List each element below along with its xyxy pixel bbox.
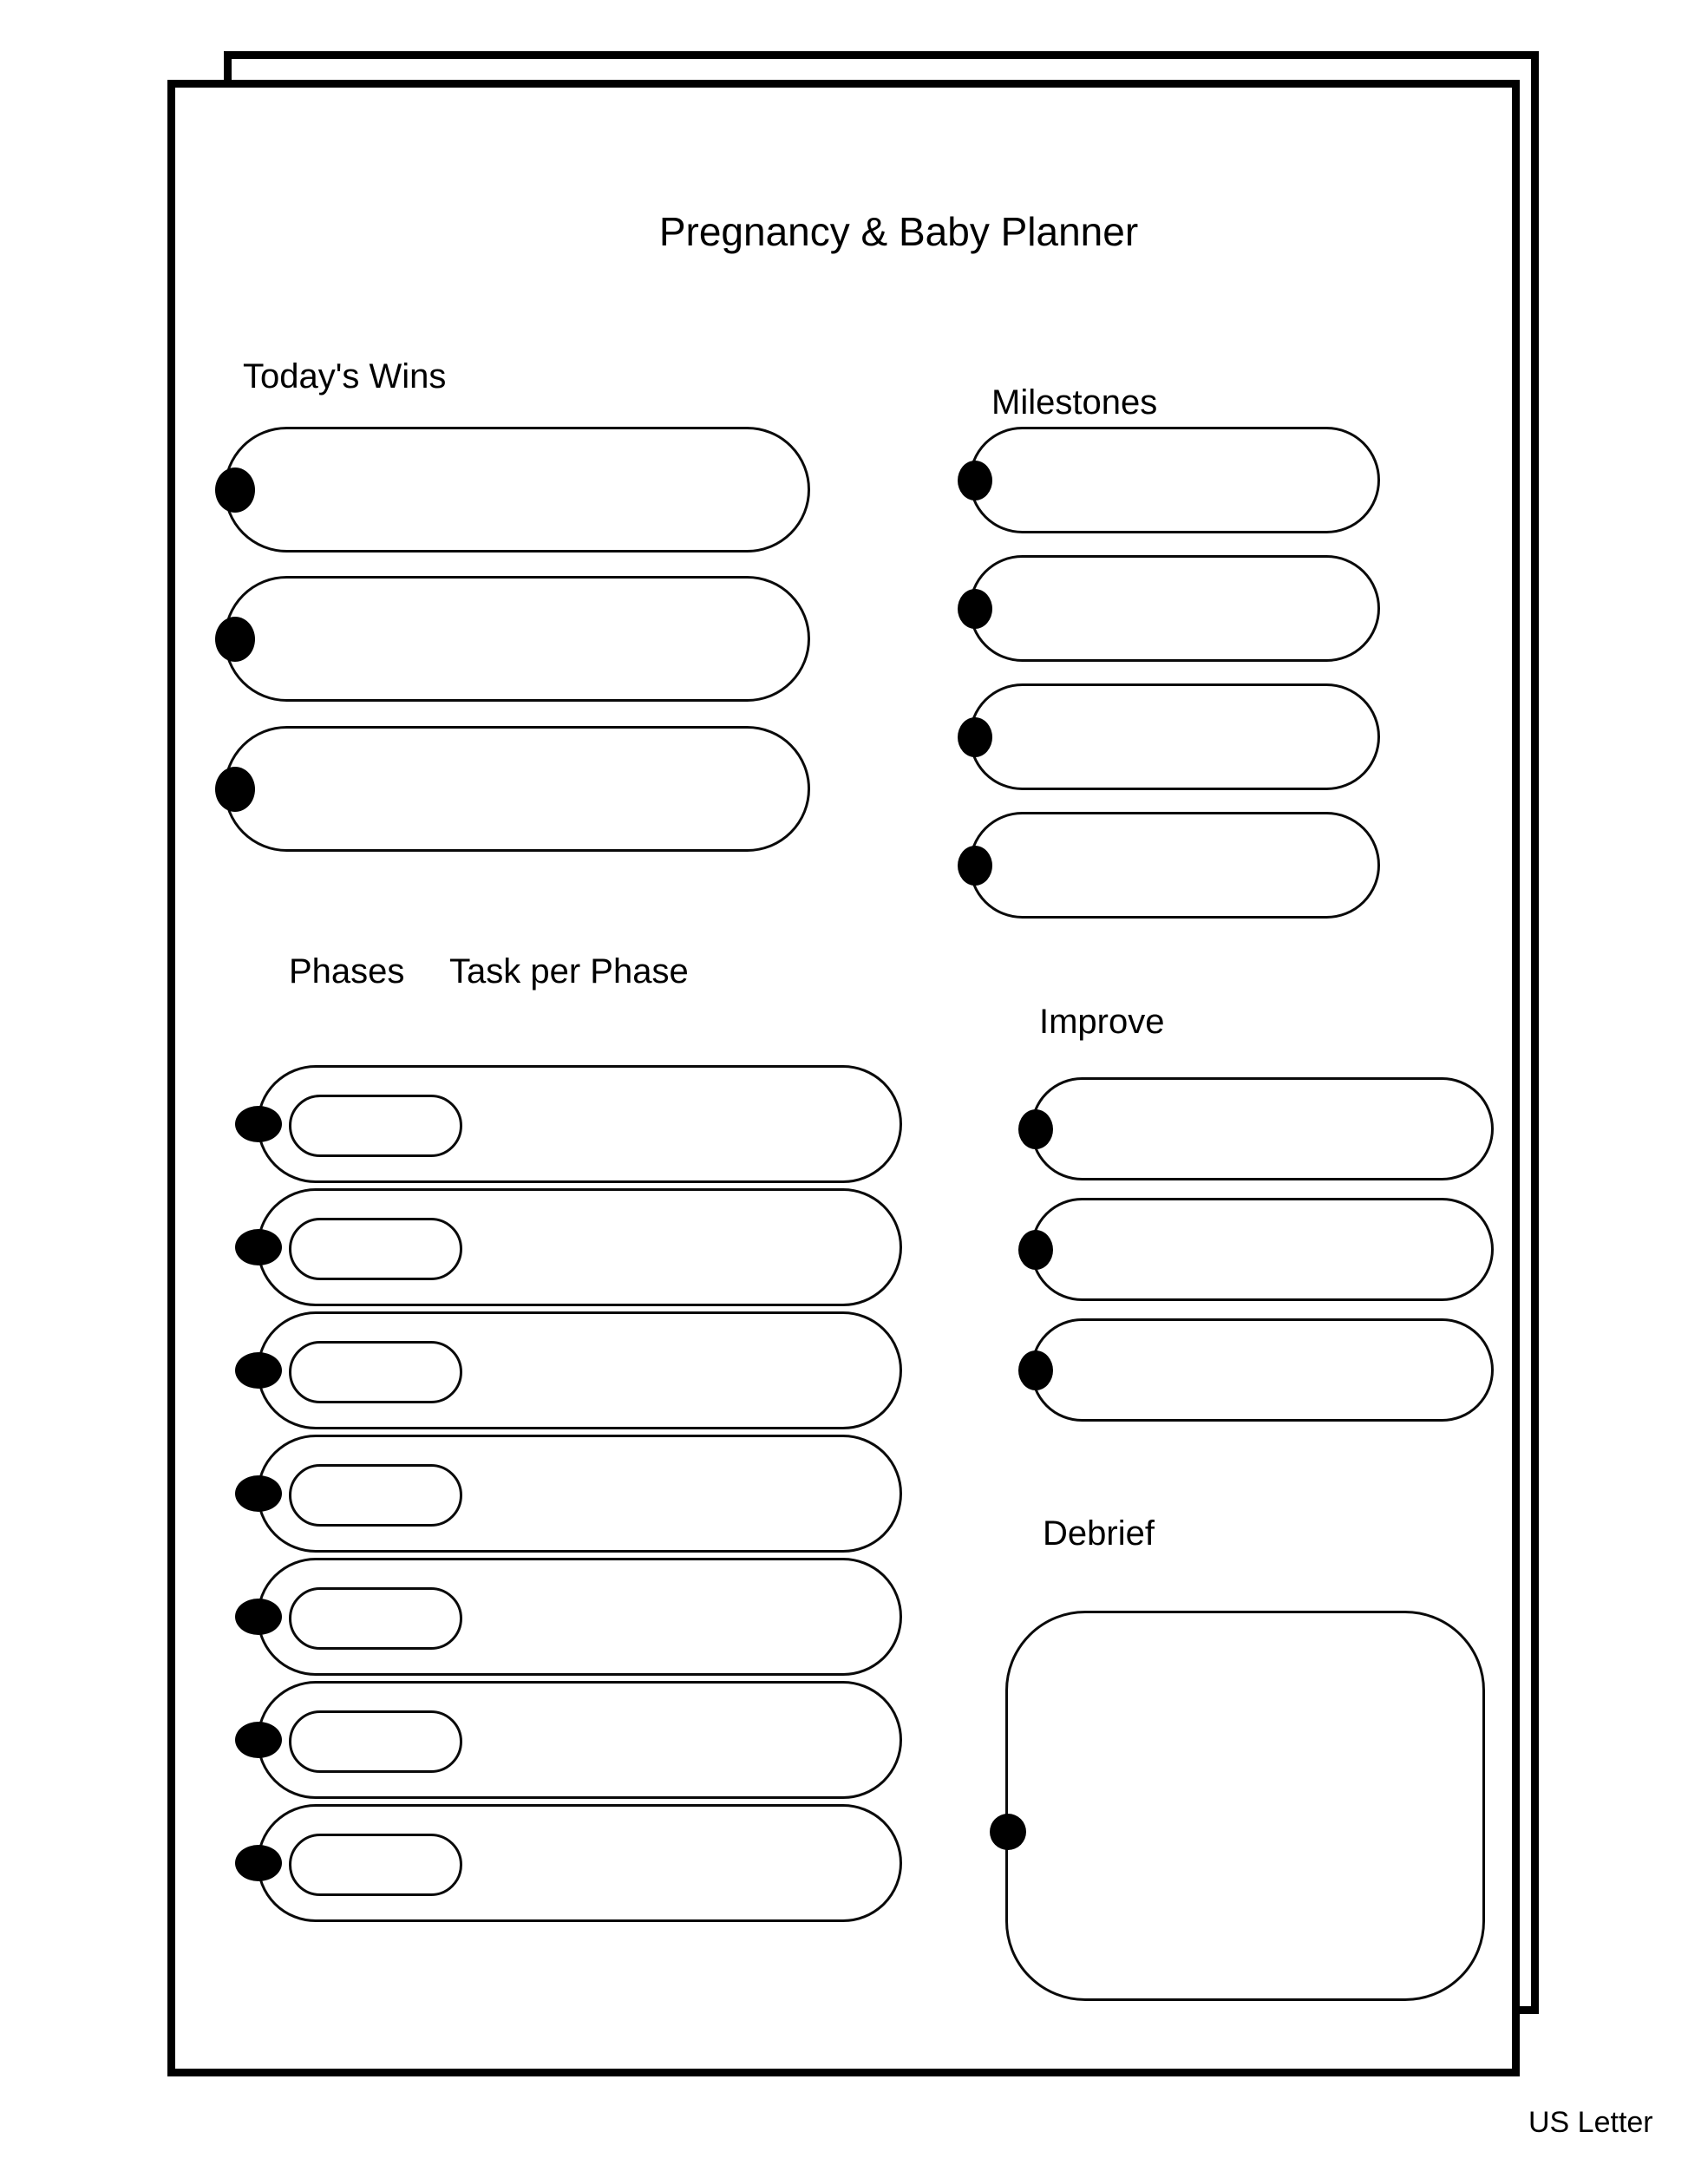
heading-todays-wins: Today's Wins bbox=[243, 357, 447, 396]
win-entry-field[interactable] bbox=[224, 427, 810, 553]
bullet-icon bbox=[235, 1475, 282, 1512]
heading-milestones: Milestones bbox=[991, 383, 1158, 422]
bullet-icon bbox=[958, 589, 992, 629]
milestone-entry-field[interactable] bbox=[969, 683, 1380, 790]
phase-name-field[interactable] bbox=[289, 1218, 462, 1280]
task-entry-field[interactable] bbox=[257, 1681, 902, 1799]
milestone-entry-field[interactable] bbox=[969, 555, 1380, 662]
win-entry-field[interactable] bbox=[224, 726, 810, 852]
task-entry-field[interactable] bbox=[257, 1804, 902, 1922]
bullet-icon bbox=[235, 1599, 282, 1635]
bullet-icon bbox=[235, 1845, 282, 1881]
task-entry-field[interactable] bbox=[257, 1558, 902, 1676]
bullet-icon bbox=[958, 461, 992, 500]
bullet-icon bbox=[1018, 1109, 1053, 1149]
phase-name-field[interactable] bbox=[289, 1464, 462, 1527]
bullet-icon bbox=[215, 767, 255, 812]
task-entry-field[interactable] bbox=[257, 1188, 902, 1306]
heading-phases: Phases bbox=[289, 952, 405, 991]
bullet-icon bbox=[235, 1229, 282, 1265]
phase-name-field[interactable] bbox=[289, 1095, 462, 1157]
bullet-icon bbox=[215, 617, 255, 662]
task-entry-field[interactable] bbox=[257, 1435, 902, 1553]
bullet-icon bbox=[958, 846, 992, 886]
improve-entry-field[interactable] bbox=[1030, 1198, 1494, 1301]
milestone-entry-field[interactable] bbox=[969, 812, 1380, 919]
bullet-icon bbox=[235, 1352, 282, 1389]
win-entry-field[interactable] bbox=[224, 576, 810, 702]
heading-improve: Improve bbox=[1039, 1003, 1165, 1041]
heading-task-per-phase: Task per Phase bbox=[449, 952, 689, 991]
heading-debrief: Debrief bbox=[1043, 1514, 1155, 1553]
page-title: Pregnancy & Baby Planner bbox=[658, 209, 1139, 254]
bullet-icon bbox=[958, 717, 992, 757]
bullet-icon bbox=[235, 1106, 282, 1142]
bullet-icon bbox=[235, 1722, 282, 1758]
paper-size-label: US Letter bbox=[1528, 2106, 1653, 2139]
improve-entry-field[interactable] bbox=[1030, 1318, 1494, 1422]
task-entry-field[interactable] bbox=[257, 1065, 902, 1183]
phase-name-field[interactable] bbox=[289, 1834, 462, 1896]
improve-entry-field[interactable] bbox=[1030, 1077, 1494, 1180]
phase-name-field[interactable] bbox=[289, 1710, 462, 1773]
bullet-icon bbox=[1018, 1230, 1053, 1270]
debrief-notes-field[interactable] bbox=[1005, 1611, 1485, 2001]
bullet-icon bbox=[990, 1814, 1026, 1850]
milestone-entry-field[interactable] bbox=[969, 427, 1380, 533]
bullet-icon bbox=[1018, 1350, 1053, 1390]
task-entry-field[interactable] bbox=[257, 1311, 902, 1429]
bullet-icon bbox=[215, 468, 255, 513]
phase-name-field[interactable] bbox=[289, 1341, 462, 1403]
phase-name-field[interactable] bbox=[289, 1587, 462, 1650]
